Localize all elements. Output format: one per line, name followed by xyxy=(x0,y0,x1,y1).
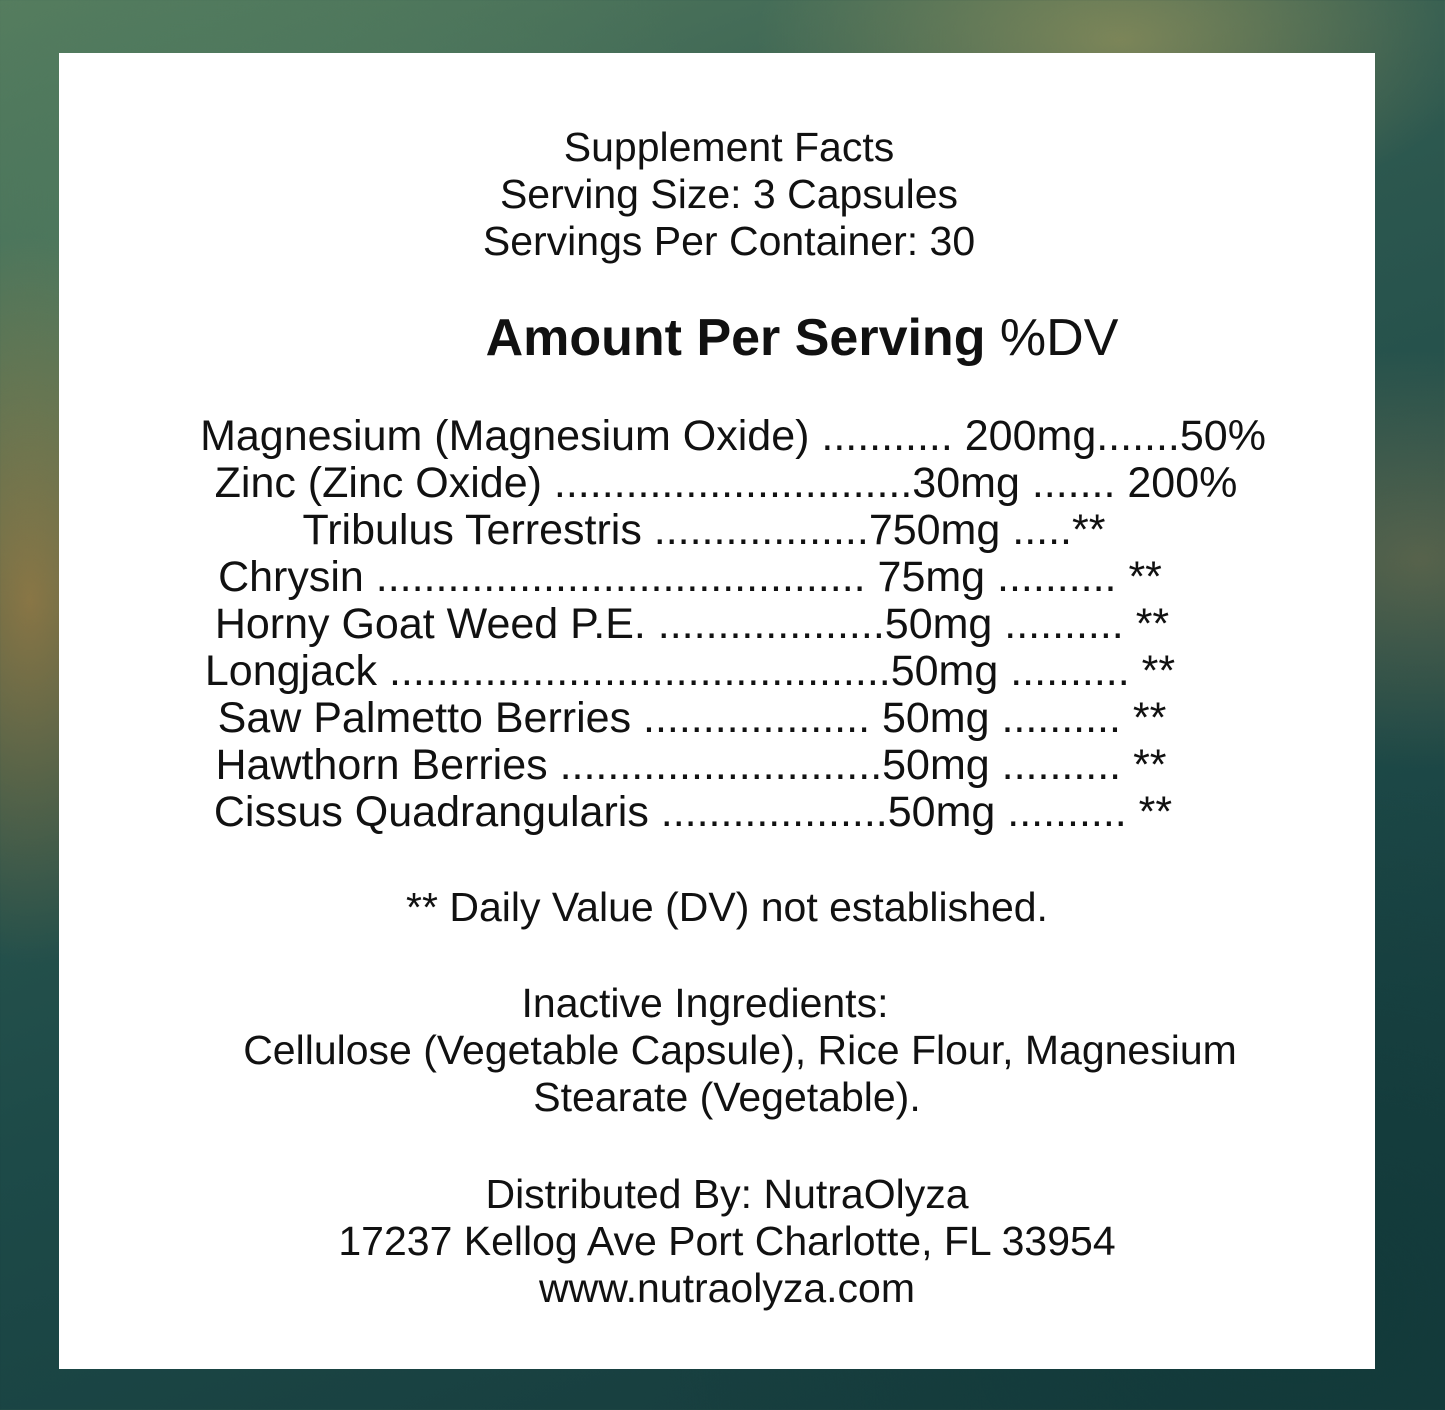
ingredient-list xyxy=(59,413,1375,836)
dv-footnote: ** Daily Value (DV) not established. xyxy=(406,884,1048,930)
facts-header xyxy=(71,124,1387,265)
ingredient-row-saw-palmetto: Saw Palmetto Berries ................... 50mg .......... ** xyxy=(217,694,1167,742)
servings-per-container: Servings Per Container: 30 xyxy=(482,218,976,264)
ingredient-row-hawthorn: Hawthorn Berries ...........................50mg .......... ** xyxy=(215,741,1167,789)
amount-header xyxy=(144,308,1445,368)
distributor-address: 17237 Kellog Ave Port Charlotte, FL 33954 xyxy=(338,1218,1116,1264)
supplement-facts-panel xyxy=(59,53,1375,1369)
amount-per-serving-label: Amount Per Serving xyxy=(485,309,986,367)
inactive-ingredients-line1: Cellulose (Vegetable Capsule), Rice Flour, Magnesium xyxy=(243,1027,1237,1073)
ingredient-row-cissus: Cissus Quadrangularis ...................50mg .......... ** xyxy=(213,788,1173,836)
ingredient-row-horny-goat-weed: Horny Goat Weed P.E. ...................50mg .......... ** xyxy=(214,600,1170,648)
inactive-ingredients-line2: Stearate (Vegetable). xyxy=(533,1074,921,1120)
distributor-website: www.nutraolyza.com xyxy=(539,1265,915,1311)
ingredient-row-tribulus: Tribulus Terrestris ..................750mg .....** xyxy=(302,506,1106,554)
dv-label: %DV xyxy=(999,309,1119,367)
facts-title: Supplement Facts xyxy=(563,124,895,170)
ingredient-row-magnesium: Magnesium (Magnesium Oxide) ........... 200mg.......50% xyxy=(200,412,1266,460)
distributor-name: Distributed By: NutraOlyza xyxy=(485,1171,969,1217)
ingredient-row-chrysin: Chrysin ......................................... 75mg .......... ** xyxy=(218,553,1162,601)
ingredient-row-zinc: Zinc (Zinc Oxide) ..............................30mg ....... 200% xyxy=(214,459,1238,507)
serving-size: Serving Size: 3 Capsules xyxy=(499,171,959,217)
distributor-info xyxy=(69,1171,1385,1312)
inactive-ingredients xyxy=(59,980,1375,1121)
ingredient-row-longjack: Longjack ..........................................50mg .......... ** xyxy=(204,647,1176,695)
inactive-ingredients-title: Inactive Ingredients: xyxy=(521,980,889,1026)
